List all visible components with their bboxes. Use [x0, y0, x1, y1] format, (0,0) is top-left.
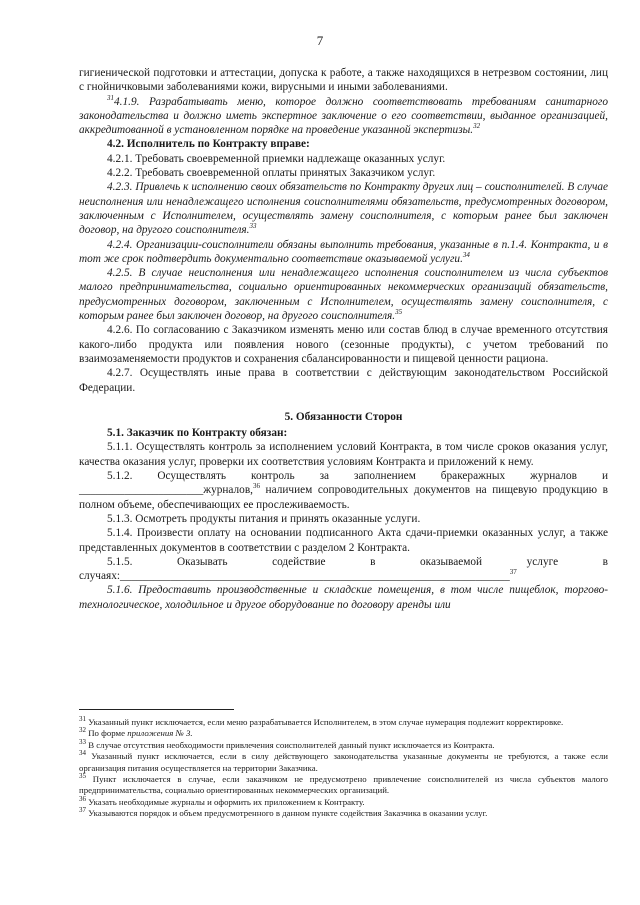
heading-5-1: 5.1. Заказчик по Контракту обязан:: [107, 427, 288, 440]
clause-5-1-6: 5.1.6. Предоставить производственные и складские помещения, в том числе пищеблок, торгово-технологическое, холодильное и другое оборудование по договору аренды или: [79, 584, 608, 611]
footnote-32: $^{32}$ По форме приложения № 3.: [79, 726, 193, 739]
footnote-34: $^{34}$ Указанный пункт исключается, если в силу действующего законодательства указанные документы не требуются, а также если организация питания осуществляется на территории Заказчика.: [79, 749, 609, 773]
footnote-divider: [79, 709, 234, 710]
clause-5-1-5: 5.1.5. Оказывать содействие в оказываемой услуге в случаях:_____________________________________________________________________$^{37}$: [79, 555, 608, 583]
clause-4-2-3: 4.2.3. Привлечь к исполнению своих обязательств по Контракту других лиц – соисполнителей. В случае неисполнения или ненадлежащего исполнения соисполнителями обязательств, предусмотренных договором, заключенным с Исполнителем, осуществлять замену соисполнителя, с которым ранее был заключен договор, на другого соисполнителя.$^{33}$: [79, 181, 608, 237]
clause-4-2-7: 4.2.7. Осуществлять иные права в соответствии с действующим законодательством Российской Федерации.: [79, 367, 608, 394]
section-5-title: 5. Обязанности Сторон: [284, 410, 403, 423]
clause-5-1-4: 5.1.4. Произвести оплату на основании подписанного Акта сдачи-приемки оказанных услуг, а также представленных документов в соответствии с разделом 2 Контракта.: [79, 527, 608, 554]
footnote-36: $^{36}$ Указать необходимые журналы и оформить их приложением к Контракту.: [79, 794, 365, 807]
footnotes: [79, 717, 608, 820]
footnote-33: $^{33}$ В случае отсутствия необходимости привлечения соисполнителей данный пункт исключается из Контракта.: [79, 737, 495, 750]
footnote-37: $^{37}$ Указываются порядок и объем предусмотренного в данном пункте содействия Заказчика в оказании услуг.: [79, 806, 488, 819]
clause-4-2-1: 4.2.1. Требовать своевременной приемки надлежаще оказанных услуг.: [107, 152, 446, 165]
clause-4-2-4: 4.2.4. Организации-соисполнители обязаны выполнить требования, указанные в п.1.4. Контракта, и в тот же срок подтвердить документально соответствие оказываемой услуги.$^{34}$: [79, 238, 608, 265]
footnote-31: $^{31}$ Указанный пункт исключается, если меню разрабатывается Исполнителем, в этом случае нумерация подлежит корректировке.: [79, 715, 564, 727]
clause-5-1-1: 5.1.1. Осуществлять контроль за исполнением условий Контракта, в том числе сроков оказания услуг, качества оказания услуг, проверки их соответствия условиям Контракта и приложений к нему.: [79, 441, 608, 468]
clause-5-1-2: 5.1.2. Осуществлять контроль за заполнением бракеражных журналов и ______________________журналов,$^{36}$ наличием сопроводительных документов на пищевую продукцию в полном объеме, обеспечивающих ее прослеживаемость.: [79, 470, 608, 511]
page-number: 7: [316, 33, 324, 48]
clause-4-2-2: 4.2.2. Требовать своевременной оплаты принятых Заказчиком услуг.: [107, 167, 436, 180]
clause-4-2-6: 4.2.6. По согласованию с Заказчиком изменять меню или состав блюд в случае временного отсутствия какого-либо продукта или появления нового (сезонные продукты), с учетом требований по взаимозаменяемости продуктов и сохранения сбалансированности и пищевой ценности рациона.: [79, 324, 608, 365]
paragraph-continuation: гигиенической подготовки и аттестации, допуска к работе, а также находящихся в нетрезвом состоянии, лиц с гнойничковыми заболеваниями кожи, вирусными и иными заболеваниями.: [79, 67, 608, 94]
clause-4-1-9: $^{31}$4.1.9. Разрабатывать меню, которое должно соответствовать требованиям санитарного законодательства и должно иметь экспертное заключение о его соответствии, выданное организацией, аккредитованной в установленном порядке на проведение указанной экспертизы.$^{32}$: [79, 93, 608, 137]
footnote-35: $^{35}$ Пункт исключается в случае, если заказчиком не предусмотрено привлечение соисполнителей из числа субъектов малого предпринимательства, социально ориентированных некоммерческих организаций.: [79, 772, 608, 796]
clause-4-2-5: 4.2.5. В случае неисполнения или ненадлежащего исполнения соисполнителем из числа субъектов малого предпринимательства, социально ориентированных некоммерческих организаций обязательств, предусмотренных договором, заключенным с Исполнителем, осуществлять замену соисполнителя, с которым ранее был заключен договор, на другого соисполнителя.$^{35}$: [79, 267, 608, 323]
clause-5-1-3: 5.1.3. Осмотреть продукты питания и принять оказанные услуги.: [107, 512, 421, 525]
document-body: [79, 66, 608, 612]
heading-4-2: 4.2. Исполнитель по Контракту вправе:: [107, 138, 310, 151]
